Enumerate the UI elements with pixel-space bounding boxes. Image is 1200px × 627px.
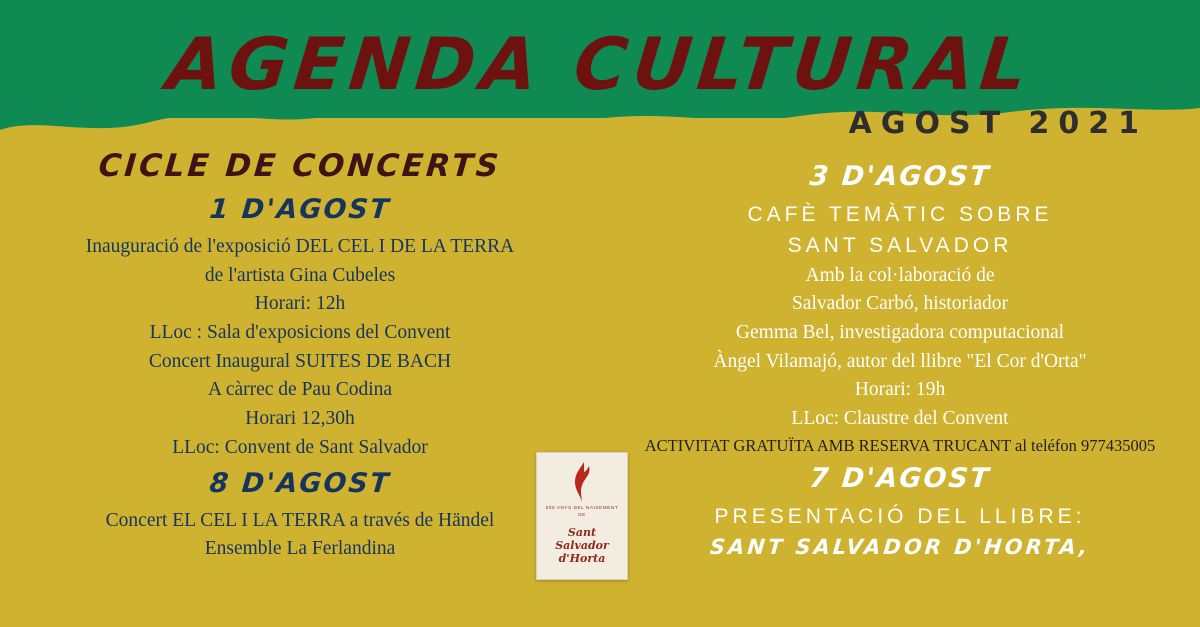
event-line: Amb la col·laboració de — [805, 264, 995, 286]
event-line: Concert Inaugural SUITES DE BACH — [148, 350, 452, 372]
event-line: LLoc : Sala d'exposicions del Convent — [149, 322, 451, 344]
right-column — [620, 155, 1180, 564]
event-line: Gemma Bel, investigadora computacional — [735, 322, 1065, 343]
book-cover-image — [536, 452, 628, 580]
event-date-1-agost: 1 D'AGOST — [208, 194, 392, 225]
event-date-7-agost: 7 D'AGOST — [808, 463, 992, 495]
event-block-1-agost — [20, 194, 580, 462]
event-date-8-agost: 8 D'AGOST — [208, 467, 392, 499]
event-block-7-agost — [620, 463, 1180, 563]
event-block-8-agost — [20, 468, 580, 563]
book-cover-title-line2: Salvador — [555, 538, 609, 552]
event-line: LLoc: Claustre del Convent — [791, 408, 1009, 430]
event-line: Ensemble La Ferlandina — [204, 538, 396, 560]
book-cover-title — [541, 527, 623, 566]
book-cover-title-line1: Sant — [567, 526, 597, 539]
page-title: AGENDA CULTURAL — [163, 22, 1037, 106]
event-line: A càrrec de Pau Codina — [207, 379, 393, 401]
section-title-concerts: CICLE DE CONCERTS — [97, 148, 503, 184]
event-heading-line: CAFÈ TEMÀTIC SOBRE — [747, 203, 1053, 226]
event-line: Àngel Vilamajó, autor del llibre "El Cor d'Orta" — [713, 350, 1087, 372]
poster-month: AGOST 2021 — [848, 106, 1148, 141]
event-line: Inauguració de l'exposició DEL CEL I DE LA TERRA — [85, 236, 515, 257]
flame-icon — [569, 461, 595, 503]
event-line: Horari: 12h — [254, 293, 346, 315]
event-line: Horari: 19h — [854, 379, 946, 401]
event-line: Salvador Carbó, historiador — [791, 293, 1009, 315]
event-line: de l'artista Gina Cubeles — [204, 264, 396, 286]
event-line: LLoc: Convent de Sant Salvador — [172, 436, 428, 458]
event-line: Horari 12,30h — [245, 408, 355, 430]
event-line: Concert EL CEL I LA TERRA a través de Händel — [105, 509, 495, 531]
event-date-3-agost: 3 D'AGOST — [808, 161, 992, 192]
event-block-3-agost — [620, 161, 1180, 457]
event-book-title: SANT SALVADOR D'HORTA, — [708, 534, 1092, 559]
left-column — [20, 148, 580, 564]
book-cover-subtitle: 500 ANYS DEL NAIXEMENT DE — [545, 505, 619, 517]
event-reservation-note: ACTIVITAT GRATUÏTA AMB RESERVA TRUCANT al teléfon 977435005 — [644, 435, 1156, 455]
book-cover-title-line3: d'Horta — [558, 551, 606, 565]
event-heading-line: SANT SALVADOR — [787, 233, 1013, 257]
event-heading-line: PRESENTACIÓ DEL LLIBRE: — [714, 505, 1086, 529]
